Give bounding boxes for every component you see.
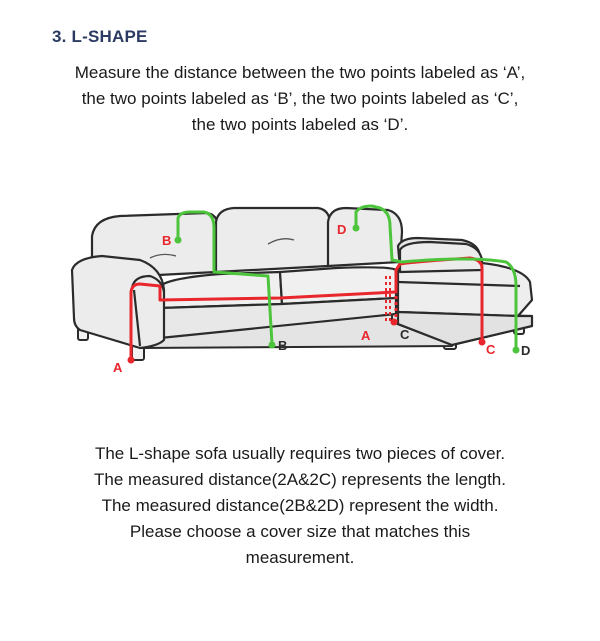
footer-line: Please choose a cover size that matches this [129, 522, 471, 541]
label-a: A [113, 360, 123, 375]
intro-line: the two points labeled as ‘D’. [191, 115, 409, 134]
point-b-top [175, 237, 182, 244]
footer-text [30, 441, 570, 571]
point-c-right [479, 339, 486, 346]
footer-line: The L-shape sofa usually requires two pieces of cover. [94, 444, 506, 463]
footer-line: measurement. [245, 548, 355, 567]
section-heading: 3. L-SHAPE [52, 27, 148, 46]
point-a [128, 357, 135, 364]
label-d-top: D [337, 222, 347, 237]
intro-line: the two points labeled as ‘B’, the two points labeled as ‘C’, [81, 89, 519, 108]
label-b-top: B [162, 233, 172, 248]
label-c-right: C [486, 342, 496, 357]
point-d-bottom [513, 347, 520, 354]
label-b-bottom: B [278, 338, 288, 353]
label-d-bottom: D [521, 343, 531, 358]
point-b-bottom [269, 342, 276, 349]
l-shape-sofa-diagram [0, 195, 600, 385]
intro-line: Measure the distance between the two points labeled as ‘A’, [74, 63, 526, 82]
label-c-left: C [400, 327, 410, 342]
footer-line: The measured distance(2B&2D) represent the width. [101, 496, 499, 515]
point-c-left [391, 319, 398, 326]
point-d-top [353, 225, 360, 232]
intro-text [30, 60, 570, 138]
footer-line: The measured distance(2A&2C) represents the length. [93, 470, 506, 489]
label-a-right: A [361, 328, 371, 343]
